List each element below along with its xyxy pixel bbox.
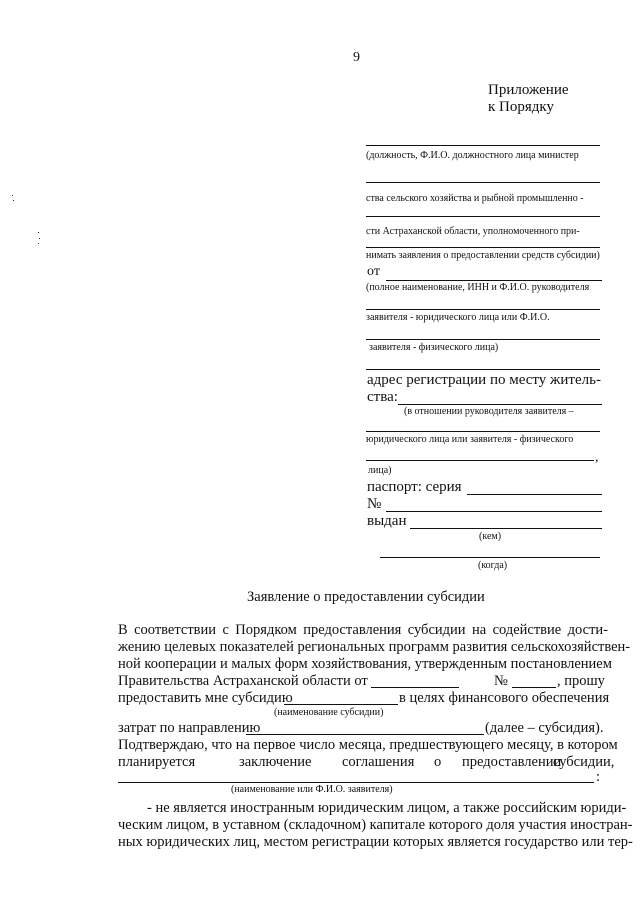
para2-line-1: - не является иностранным юридическим лицом, а также российским юриди- (147, 800, 627, 816)
addressee-caption-1: (должность, Ф.И.О. должностного лица министер (366, 150, 579, 161)
applicant-caption: (наименование или Ф.И.О. заявителя) (231, 784, 393, 795)
para1-line-8f: субсидии, (553, 754, 615, 770)
passport-number-label: № (367, 496, 382, 512)
page-number: 9 (353, 50, 360, 65)
para1-line-1: В соответствии с Порядком предоставления субсидии на содействие дости- (118, 622, 608, 638)
addressee-line-1 (366, 145, 600, 146)
decree-date-line (371, 687, 459, 688)
para1-line-5a: предоставить мне субсидию (118, 690, 293, 706)
address-label-1: адрес регистрации по месту житель- (367, 372, 601, 388)
para1-line-8e: предоставлении (462, 754, 562, 770)
addressee-caption-2: ства сельского хозяйства и рыбной промышленно - (366, 193, 584, 204)
para1-line-8b: заключение (239, 754, 312, 770)
appendix-title: Приложение (488, 82, 569, 98)
address-label-2: ства: (367, 389, 398, 405)
from-line (386, 280, 602, 281)
from-line-4 (366, 369, 600, 370)
para1-line-2: жению целевых показателей региональных программ развития сельскохозяйствен- (118, 639, 631, 655)
address-comma: , (595, 450, 599, 465)
passport-number-line (386, 511, 602, 512)
decree-number-line (512, 687, 556, 688)
para1-line-4a: Правительства Астраханской области от (118, 673, 368, 689)
appendix-subtitle: к Порядку (488, 99, 554, 115)
addressee-line-4 (366, 247, 600, 248)
para1-line-6a: затрат по направлению (118, 720, 261, 736)
para1-line-4b: № (494, 673, 508, 689)
applicant-line (118, 782, 594, 783)
address-line-1 (398, 404, 602, 405)
subsidy-caption: (наименование субсидии) (274, 707, 384, 718)
para1-line-8a: планируется (118, 754, 196, 770)
from-label: от (367, 264, 380, 279)
passport-issued-label: выдан (367, 513, 407, 529)
addressee-line-3 (366, 216, 600, 217)
from-line-3 (366, 339, 600, 340)
passport-date-line (380, 557, 600, 558)
para1-line-8c: соглашения (342, 754, 415, 770)
address-caption-1: (в отношении руководителя заявителя – (404, 406, 574, 417)
addressee-caption-3: сти Астраханской области, уполномоченного при- (366, 226, 580, 237)
para2-line-3: ных юридических лиц, местом регистрации которых является государство или тер- (118, 834, 633, 850)
from-caption-1: (полное наименование, ИНН и Ф.И.О. руководителя (366, 282, 590, 293)
from-caption-2: заявителя - юридического лица или Ф.И.О. (366, 312, 550, 323)
from-line-2 (366, 309, 600, 310)
passport-series-label: паспорт: серия (367, 479, 462, 495)
address-line-3 (366, 460, 594, 461)
subsidy-name-line (284, 704, 398, 705)
address-caption-3: лица) (368, 465, 392, 476)
addressee-line-2 (366, 182, 600, 183)
direction-line (246, 734, 484, 735)
passport-issued-line (410, 528, 602, 529)
para1-line-5b: в целях финансового обеспечения (399, 690, 610, 706)
addressee-caption-4: нимать заявления о предоставлении средств субсидии) (366, 250, 600, 261)
address-caption-2: юридического лица или заявителя - физического (366, 434, 574, 445)
scan-speck (13, 200, 14, 201)
para2-line-2: ческим лицом, в уставном (складочном) капитале которого доля участия иностран- (118, 817, 633, 833)
para1-line-3: ной кооперации и малых форм хозяйствования, утвержденным постановлением (118, 656, 612, 672)
from-caption-3: заявителя - физического лица) (369, 342, 499, 353)
passport-when-caption: (когда) (478, 560, 508, 571)
passport-by-caption: (кем) (479, 531, 502, 542)
scan-speck (38, 232, 39, 233)
passport-series-line (467, 494, 602, 495)
para1-line-6b: (далее – субсидия). (485, 720, 604, 736)
para1-line-7: Подтверждаю, что на первое число месяца, предшествующего месяцу, в котором (118, 737, 618, 753)
address-line-2 (366, 431, 600, 432)
para1-line-4c: , прошу (557, 673, 605, 689)
document-title: Заявление о предоставлении субсидии (247, 589, 485, 605)
scan-speck (12, 195, 13, 196)
scan-speck (39, 238, 40, 239)
para1-line-8d: о (434, 754, 442, 770)
applicant-colon: : (596, 769, 601, 785)
scan-speck (38, 243, 39, 244)
